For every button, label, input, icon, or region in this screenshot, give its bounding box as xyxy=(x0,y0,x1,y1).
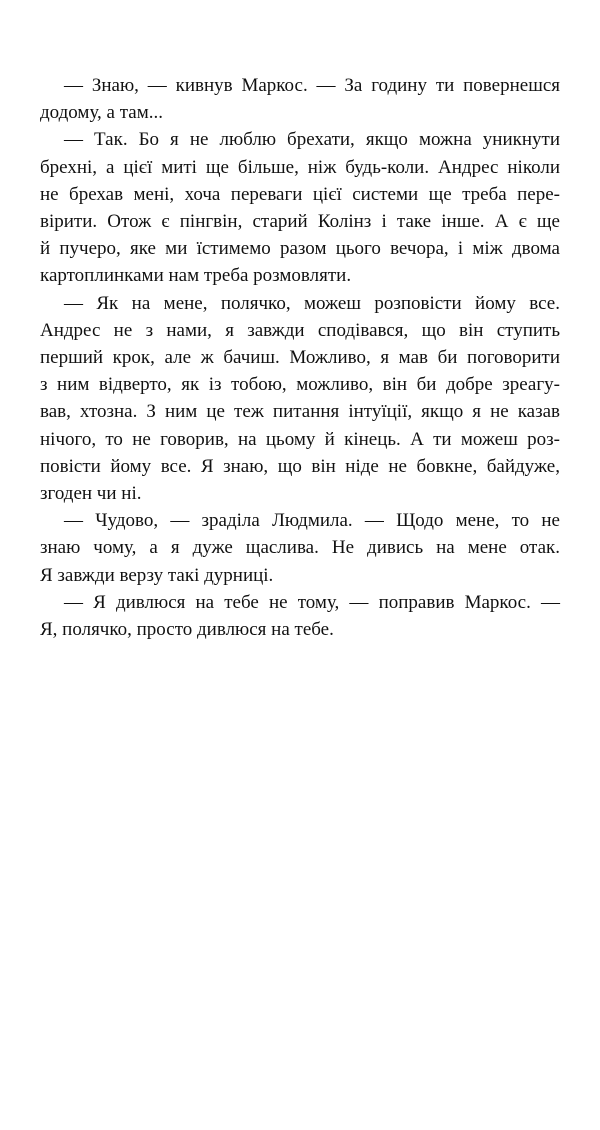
text-line: Я завжди верзу такі дурниці. xyxy=(40,564,274,586)
paragraph xyxy=(40,126,560,289)
text-line: додому, а там... xyxy=(40,102,163,124)
text-line: перший крок, але ж бачиш. Можливо, я мав би поговорити xyxy=(40,347,560,369)
text-line: — Я дивлюся на тебе не тому, — поправив Маркос. — xyxy=(64,591,560,613)
text-line: — Як на мене, полячко, можеш розповісти йому все. xyxy=(64,292,560,314)
text-line: не брехав мені, хоча переваги цієї системи ще треба пере- xyxy=(40,183,560,205)
text-line: згоден чи ні. xyxy=(40,483,142,505)
text-line: знаю чому, а я дуже щаслива. Не дивись на мене отак. xyxy=(40,537,560,559)
text-line: картоплинками нам треба розмовляти. xyxy=(40,265,352,287)
text-line: Андрес не з нами, я завжди сподівався, що він ступить xyxy=(40,319,560,341)
text-line: — Так. Бо я не люблю брехати, якщо можна уникнути xyxy=(64,129,560,151)
paragraph xyxy=(40,589,560,643)
text-line: й пучеро, яке ми їстимемо разом цього вечора, і між двома xyxy=(40,238,560,260)
text-line: брехні, а цієї миті ще більше, ніж будь-коли. Андрес ніколи xyxy=(40,156,560,178)
paragraph xyxy=(40,507,560,589)
text-line: вірити. Отож є пінгвін, старий Колінз і таке інше. А є ще xyxy=(40,211,560,233)
text-line: — Чудово, — зраділа Людмила. — Щодо мене, то не xyxy=(64,510,560,532)
text-line: — Знаю, — кивнув Маркос. — За годину ти повернешся xyxy=(64,75,560,96)
text-line: повісти йому все. Я знаю, що він ніде не бовкне, байдуже, xyxy=(40,455,560,477)
page-text xyxy=(40,72,560,643)
paragraph xyxy=(40,290,560,508)
text-line: вав, хтозна. З ним це теж питання інтуїції, якщо я не казав xyxy=(40,401,560,423)
text-line: Я, полячко, просто дивлюся на тебе. xyxy=(40,619,334,641)
text-line: нічого, то не говорив, на цьому й кінець. А ти можеш роз- xyxy=(40,428,560,450)
text-line: з ним відверто, як із тобою, можливо, він би добре зреагу- xyxy=(40,374,560,396)
paragraph xyxy=(40,72,560,126)
